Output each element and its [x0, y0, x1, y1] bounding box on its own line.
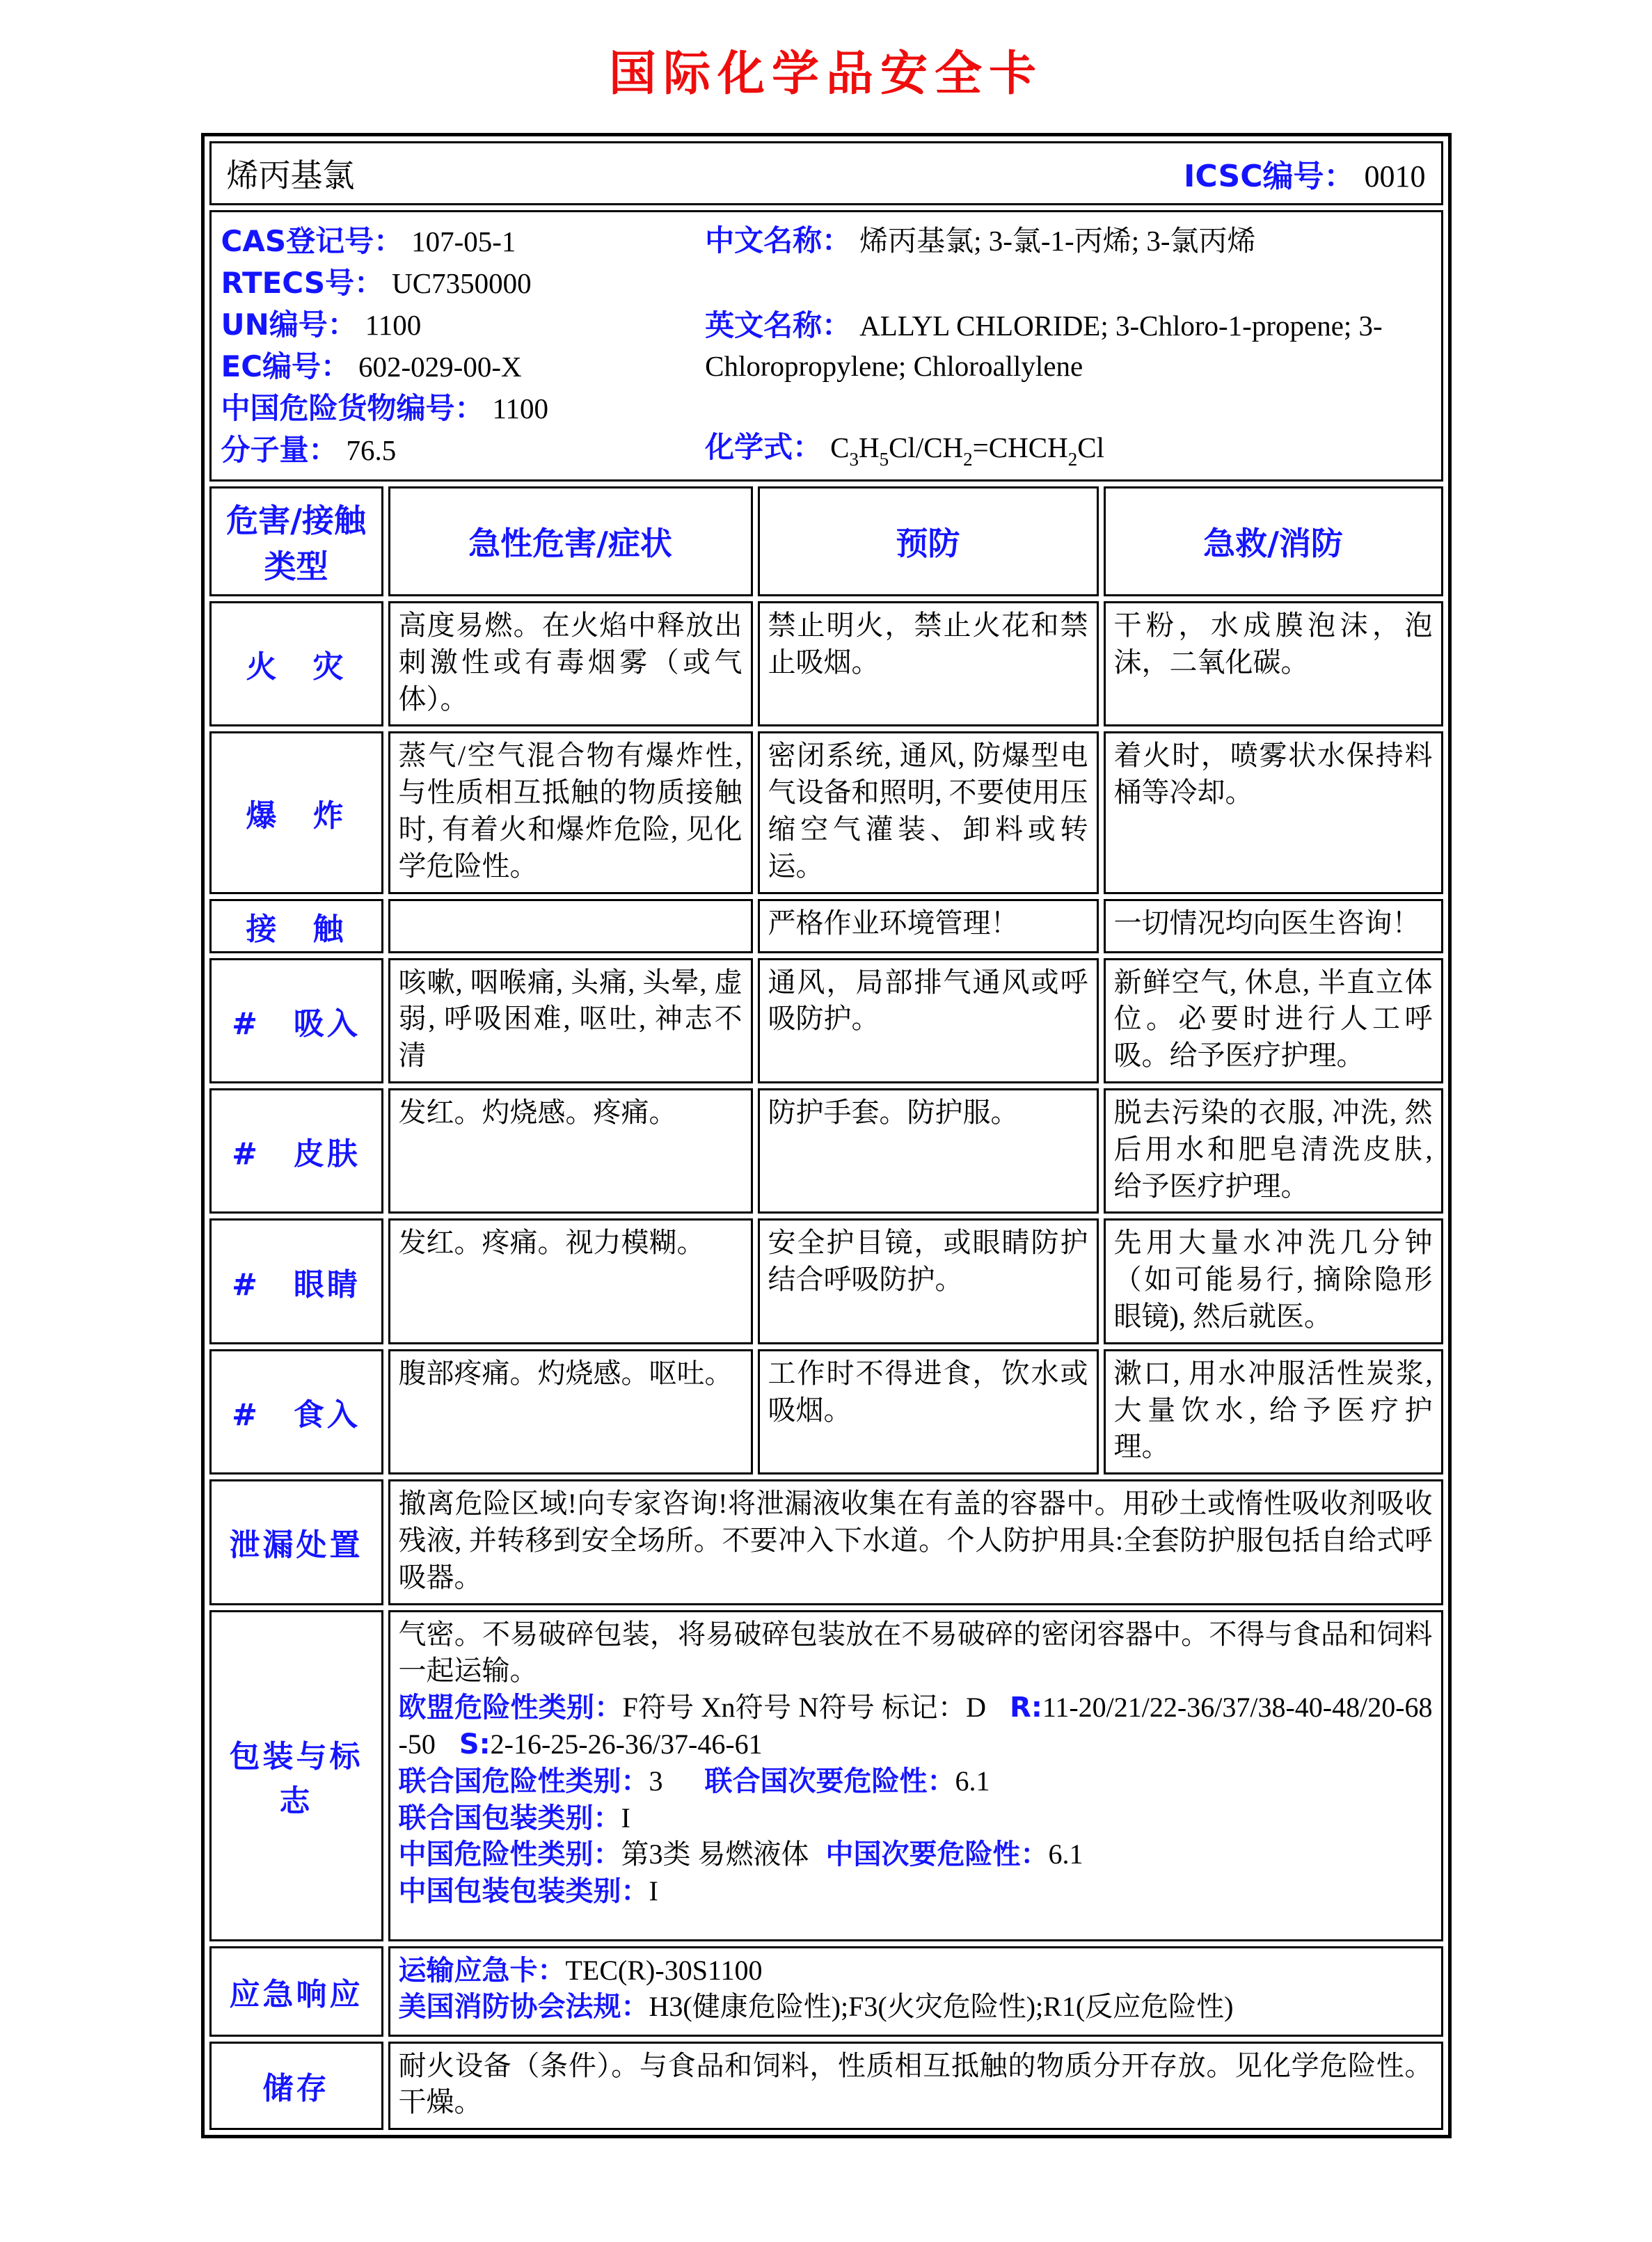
packaging-un-pack-line: 联合国包装类别：I	[398, 1802, 630, 1834]
molweight-line: 分子量： 76.5	[221, 433, 397, 467]
row-storage	[209, 2042, 1443, 2131]
english-name-line: 英文名称： ALLYL CHLORIDE; 3-Chloro-1-propene; 3-Chloropropylene; Chloroallylene	[705, 308, 1383, 382]
identification-row	[209, 210, 1443, 482]
packaging-cn-pack-line: 中国包装包装类别：I	[398, 1875, 658, 1908]
ingestion-label: # 食入	[209, 1349, 383, 1474]
explosion-response: 着火时，喷雾状水保持料桶等冷却。	[1104, 731, 1443, 893]
eyes-response: 先用大量水冲洗几分钟（如可能易行, 摘除隐形眼镜), 然后就医。	[1104, 1218, 1443, 1344]
identification-right	[705, 221, 1431, 471]
skin-prevention: 防护手套。防护服。	[758, 1088, 1099, 1214]
rtecs-line: RTECS号： UC7350000	[221, 266, 532, 300]
header-firstaid: 急救/消防	[1104, 486, 1443, 596]
inhalation-symptoms: 咳嗽, 咽喉痛, 头痛, 头晕, 虚弱, 呼吸困难, 呕吐, 神志不清	[388, 958, 753, 1083]
icsc-value: 0010	[1364, 159, 1426, 193]
fire-response: 干粉，水成膜泡沫，泡沫，二氧化碳。	[1104, 601, 1443, 726]
header-hazard-type: 危害/接触类型	[209, 486, 383, 596]
china-dg-line: 中国危险货物编号： 1100	[221, 391, 548, 425]
emergency-tec-line: 运输应急卡：TEC(R)-30S1100	[398, 1954, 763, 1987]
header-prevention: 预防	[758, 486, 1099, 596]
icsc-number	[1184, 151, 1425, 196]
packaging-eu-line: 欧盟危险性类别：F符号 Xn符号 N符号 标记：D R:11-20/21/22-36/37/38-40-48/20-68-50 S:2-16-25-26-36/37-46-61	[398, 1692, 1433, 1760]
row-skin	[209, 1088, 1443, 1214]
spillage-text: 撤离危险区域!向专家咨询!将泄漏液收集在有盖的容器中。用砂土或惰性吸收剂吸收残液, 并转移到安全场所。不要冲入下水道。个人防护用具:全套防护服包括自给式呼吸器。	[388, 1479, 1443, 1605]
packaging-label: 包装与标志	[209, 1610, 383, 1941]
row-inhalation	[209, 958, 1443, 1083]
emergency-nfpa-line: 美国消防协会法规：H3(健康危险性);F3(火灾危险性);R1(反应危险性)	[398, 1991, 1234, 2024]
ec-line: EC编号： 602-029-00-X	[221, 349, 522, 383]
exposure-symptoms	[388, 899, 753, 953]
row-packaging	[209, 1610, 1443, 1941]
fire-prevention: 禁止明火，禁止火花和禁止吸烟。	[758, 601, 1099, 726]
packaging-cn-class-line: 中国危险性类别：第3类 易燃液体 中国次要危险性：6.1	[398, 1838, 1083, 1871]
row-emergency	[209, 1946, 1443, 2037]
substance-name: 烯丙基氯	[226, 158, 355, 193]
name-row	[209, 141, 1443, 205]
row-eyes	[209, 1218, 1443, 1344]
explosion-label: 爆 炸	[209, 731, 383, 893]
fire-symptoms: 高度易燃。在火焰中释放出刺激性或有毒烟雾（或气体）。	[388, 601, 753, 726]
header-symptoms: 急性危害/症状	[388, 486, 753, 596]
page-title: 国际化学品安全卡	[608, 47, 1043, 102]
cas-line: CAS登记号： 107-05-1	[221, 224, 516, 258]
icsc-label: ICSC编号：	[1184, 159, 1355, 194]
ingestion-response: 漱口, 用水冲服活性炭浆, 大量饮水, 给予医疗护理。	[1104, 1349, 1443, 1474]
spillage-label: 泄漏处置	[209, 1479, 383, 1605]
row-exposure	[209, 899, 1443, 953]
skin-response: 脱去污染的衣服, 冲洗, 然后用水和肥皂清洗皮肤, 给予医疗护理。	[1104, 1088, 1443, 1214]
fire-label: 火 灾	[209, 601, 383, 726]
packaging-un-class-line: 联合国危险性类别：3 联合国次要危险性：6.1	[398, 1765, 990, 1797]
ingestion-prevention: 工作时不得进食，饮水或吸烟。	[758, 1349, 1099, 1474]
formula-line: 化学式： $C_3H_5Cl/CH_2=CHCH_2Cl$	[705, 430, 1104, 470]
inhalation-response: 新鲜空气, 休息, 半直立体位。必要时进行人工呼吸。给予医疗护理。	[1104, 958, 1443, 1083]
row-spillage	[209, 1479, 1443, 1605]
inhalation-label: # 吸入	[209, 958, 383, 1083]
explosion-prevention: 密闭系统, 通风, 防爆型电气设备和照明, 不要使用压缩空气灌装、卸料或转运。	[758, 731, 1099, 893]
packaging-content	[388, 1610, 1443, 1941]
un-line: UN编号： 1100	[221, 308, 422, 342]
safety-card	[201, 133, 1452, 2138]
exposure-prevention: 严格作业环境管理！	[758, 899, 1099, 953]
row-explosion	[209, 731, 1443, 893]
explosion-symptoms: 蒸气/空气混合物有爆炸性, 与性质相互抵触的物质接触时, 有着火和爆炸危险, 见化学危险性。	[388, 731, 753, 893]
ingestion-symptoms: 腹部疼痛。灼烧感。呕吐。	[388, 1349, 753, 1474]
eyes-label: # 眼睛	[209, 1218, 383, 1344]
skin-label: # 皮肤	[209, 1088, 383, 1214]
exposure-response: 一切情况均向医生咨询！	[1104, 899, 1443, 953]
identification-left	[221, 221, 706, 471]
emergency-label: 应急响应	[209, 1946, 383, 2037]
storage-label: 储存	[209, 2042, 383, 2131]
eyes-symptoms: 发红。疼痛。视力模糊。	[388, 1218, 753, 1344]
storage-text: 耐火设备（条件）。与食品和饲料，性质相互抵触的物质分开存放。见化学危险性。干燥。	[388, 2042, 1443, 2131]
table-header-row	[209, 486, 1443, 596]
row-fire	[209, 601, 1443, 726]
exposure-label: 接 触	[209, 899, 383, 953]
skin-symptoms: 发红。灼烧感。疼痛。	[388, 1088, 753, 1214]
emergency-content	[388, 1946, 1443, 2037]
row-ingestion	[209, 1349, 1443, 1474]
eyes-prevention: 安全护目镜，或眼睛防护结合呼吸防护。	[758, 1218, 1099, 1344]
packaging-general: 气密。不易破碎包装，将易破碎包装放在不易破碎的密闭容器中。不得与食品和饲料一起运输。	[398, 1618, 1433, 1687]
chinese-name-line: 中文名称： 烯丙基氯; 3-氯-1-丙烯; 3-氯丙烯	[705, 223, 1256, 257]
inhalation-prevention: 通风，局部排气通风或呼吸防护。	[758, 958, 1099, 1083]
